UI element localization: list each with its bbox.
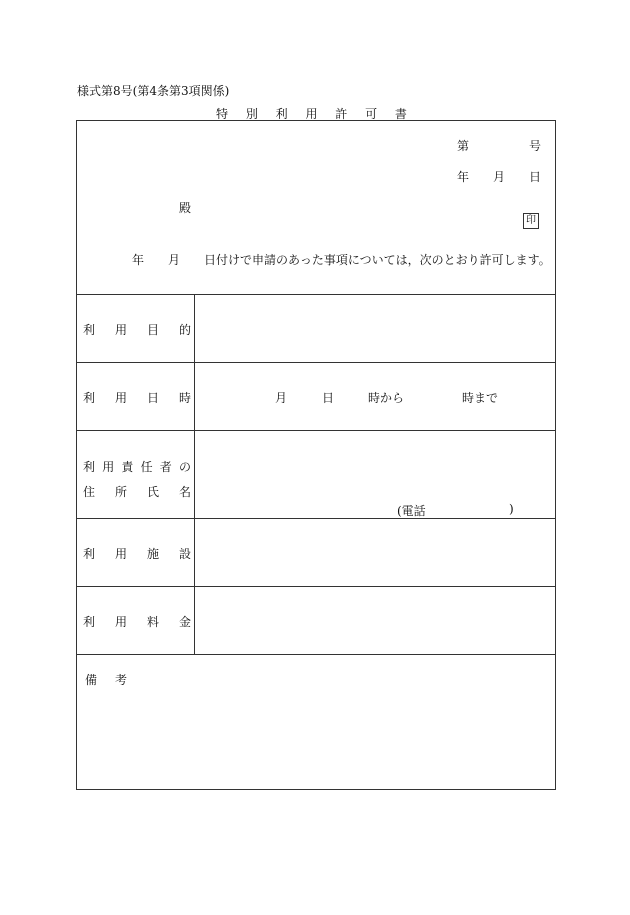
datetime-month: 月 bbox=[275, 391, 288, 405]
permit-number-prefix: 第 bbox=[457, 139, 470, 153]
label-char: 用 bbox=[114, 615, 127, 629]
label-char: 時 bbox=[178, 391, 191, 405]
permission-statement: 日付けで申請のあった事項については，次のとおり許可します。 bbox=[204, 253, 551, 267]
label-char: 利 bbox=[83, 460, 96, 474]
label-char: 利 bbox=[83, 323, 96, 337]
label-char: 利 bbox=[83, 615, 96, 629]
label-char: 用 bbox=[114, 391, 127, 405]
seal-mark: 印 bbox=[523, 213, 539, 229]
label-char: 施 bbox=[146, 547, 159, 561]
row-responsible-person bbox=[77, 431, 555, 519]
label-char: の bbox=[178, 460, 191, 474]
remarks-label-char: 備 bbox=[85, 673, 98, 687]
permit-form bbox=[76, 120, 556, 790]
label-char: 氏 bbox=[146, 485, 159, 499]
label-char: 者 bbox=[159, 460, 172, 474]
row-fee bbox=[77, 587, 555, 655]
label-char: 利 bbox=[83, 547, 96, 561]
label-char: 名 bbox=[178, 485, 191, 499]
label-char: 料 bbox=[146, 615, 159, 629]
label-char: 利 bbox=[83, 391, 96, 405]
issue-date-month: 月 bbox=[493, 170, 506, 184]
label-char: 任 bbox=[140, 460, 153, 474]
statement-month: 月 bbox=[168, 253, 181, 267]
datetime-day: 日 bbox=[322, 391, 335, 405]
label-char: 設 bbox=[178, 547, 191, 561]
row-label-fee bbox=[77, 587, 195, 654]
document-title: 特 別 利 用 許 可 書 bbox=[216, 107, 414, 121]
label-char: 責 bbox=[121, 460, 134, 474]
row-label-facility bbox=[77, 519, 195, 586]
row-purpose bbox=[77, 295, 555, 363]
row-remarks bbox=[77, 655, 555, 789]
row-datetime bbox=[77, 363, 555, 431]
permit-number-suffix: 号 bbox=[529, 139, 542, 153]
row-label-purpose bbox=[77, 295, 195, 362]
row-facility bbox=[77, 519, 555, 587]
statement-year: 年 bbox=[132, 253, 145, 267]
label-char: 用 bbox=[114, 323, 127, 337]
datetime-to: 時まで bbox=[462, 391, 499, 405]
label-char: 用 bbox=[102, 460, 115, 474]
issue-date-year: 年 bbox=[457, 170, 470, 184]
label-char: 日 bbox=[146, 391, 159, 405]
label-char: 金 bbox=[178, 615, 191, 629]
row-label-responsible-person bbox=[77, 431, 195, 518]
label-char: 所 bbox=[114, 485, 127, 499]
label-char: 的 bbox=[178, 323, 191, 337]
remarks-label-char: 考 bbox=[115, 673, 128, 687]
label-char: 用 bbox=[114, 547, 127, 561]
phone-close: ) bbox=[509, 502, 514, 516]
phone-open: (電話 bbox=[397, 504, 426, 518]
row-label-datetime bbox=[77, 363, 195, 430]
form-number: 様式第8号(第4条第3項関係) bbox=[77, 84, 230, 98]
addressee-suffix: 殿 bbox=[179, 201, 192, 215]
label-char: 目 bbox=[146, 323, 159, 337]
label-char: 住 bbox=[83, 485, 96, 499]
permit-header-section bbox=[77, 121, 555, 295]
datetime-from: 時から bbox=[368, 391, 405, 405]
issue-date-day: 日 bbox=[529, 170, 542, 184]
